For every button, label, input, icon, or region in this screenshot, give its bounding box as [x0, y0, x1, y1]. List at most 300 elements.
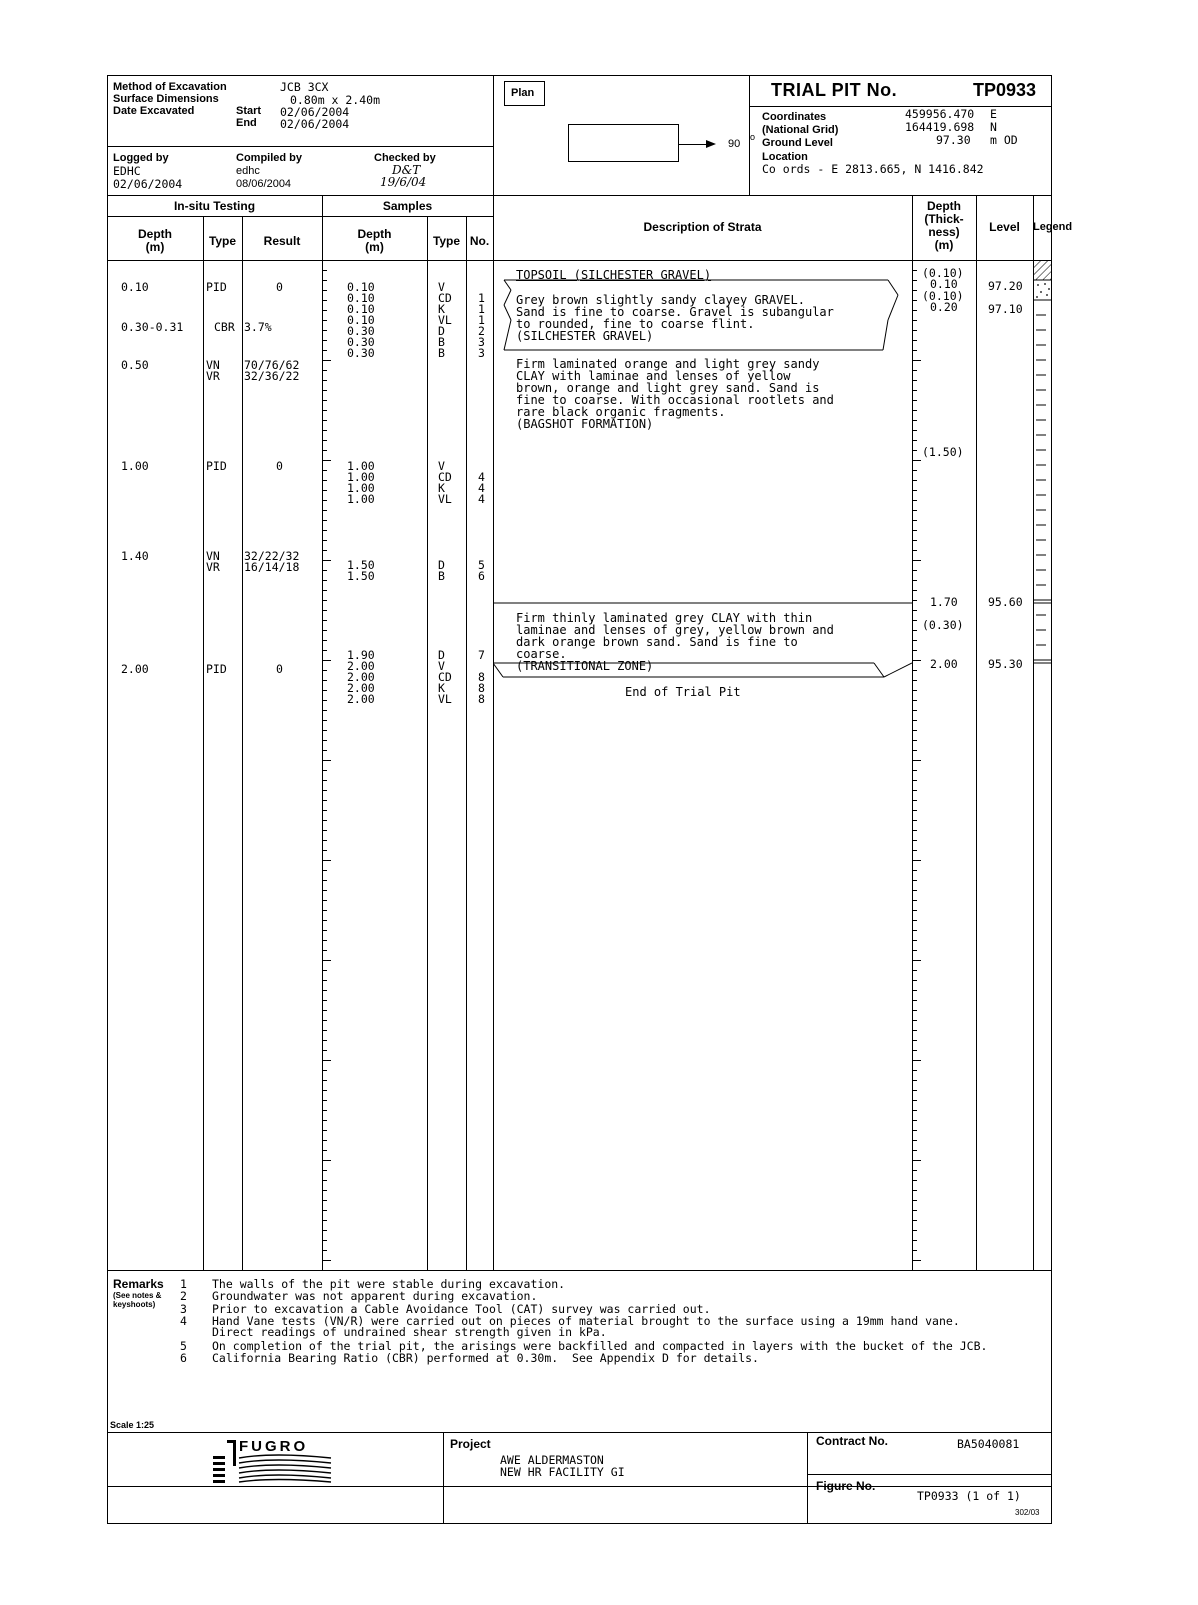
scale-tick	[912, 910, 917, 911]
scale-tick	[322, 1010, 327, 1011]
scale-tick	[322, 1230, 327, 1231]
remark-number: 3	[180, 1301, 187, 1316]
scale-tick	[912, 340, 917, 341]
scale-tick	[322, 660, 331, 661]
pit-number: TP0933	[973, 80, 1037, 100]
col-samples-no: No.	[469, 234, 490, 248]
level-value: 95.60	[988, 595, 1023, 609]
scale-tick	[322, 1070, 327, 1071]
scale-tick	[912, 880, 917, 881]
sample-types: D V CD K VL	[438, 648, 452, 706]
scale-tick	[912, 540, 917, 541]
figure-no: TP0933 (1 of 1)	[917, 1489, 1021, 1503]
scale-tick	[912, 270, 917, 271]
scale-tick	[322, 920, 327, 921]
scale-tick	[912, 1070, 917, 1071]
scale-tick	[322, 950, 327, 951]
sample-depths: 0.10 0.10 0.10 0.10 0.30 0.30 0.30	[347, 280, 375, 360]
scale-tick	[322, 560, 331, 561]
scale-tick	[912, 1010, 917, 1011]
scale-tick	[322, 390, 327, 391]
insitu-type: VN VR	[206, 358, 220, 383]
scale-tick	[322, 930, 327, 931]
scale-tick	[322, 720, 327, 721]
north-arrow-line	[679, 144, 709, 145]
logged-date: 02/06/2004	[113, 177, 183, 191]
logged-name: EDHC	[113, 164, 141, 178]
plan-degree: o	[750, 132, 756, 142]
form-code: 302/03	[1015, 1508, 1040, 1517]
sample-depths: 1.00 1.00 1.00 1.00	[347, 459, 375, 506]
compiled-date: 08/06/2004	[236, 178, 292, 190]
scale-tick	[322, 700, 327, 701]
end-of-pit: End of Trial Pit	[625, 685, 741, 699]
scale-tick	[322, 1200, 327, 1201]
scale-tick	[322, 410, 327, 411]
scale-tick	[912, 1060, 921, 1061]
scale-tick	[322, 1260, 331, 1261]
scale-tick	[912, 390, 917, 391]
scale-tick	[912, 810, 917, 811]
scale-tick	[322, 530, 327, 531]
scale-tick	[912, 410, 917, 411]
scale-tick	[322, 590, 327, 591]
scale-tick	[912, 650, 917, 651]
col-insitu-depth-unit: (m)	[145, 240, 165, 254]
scale-tick	[912, 1230, 917, 1231]
plan-label: Plan	[511, 87, 535, 99]
remark-number: 2	[180, 1289, 187, 1304]
insitu-type: VN VR	[206, 549, 220, 574]
sample-types: V CD K VL	[438, 459, 452, 506]
scale-tick	[912, 1180, 917, 1181]
scale-tick	[912, 520, 917, 521]
depth-value: 0.20	[930, 300, 958, 314]
scale-tick	[912, 1100, 917, 1101]
scale-tick	[322, 710, 327, 711]
scale-tick	[912, 710, 917, 711]
sheet-title: TRIAL PIT No.	[771, 80, 898, 100]
scale-tick	[322, 600, 327, 601]
scale-tick	[322, 800, 327, 801]
plan-angle: 90	[728, 138, 741, 150]
remark-number: 4	[180, 1314, 187, 1329]
scale-tick	[912, 320, 917, 321]
insitu-result: 3.7%	[244, 320, 272, 334]
scale-tick	[912, 350, 917, 351]
scale-tick	[912, 1120, 917, 1121]
scale-tick	[912, 700, 917, 701]
insitu-depth: 0.50	[121, 358, 149, 372]
scale-tick	[912, 670, 917, 671]
scale-tick	[912, 1250, 917, 1251]
insitu-type: PID	[206, 280, 227, 294]
scale-tick	[322, 1090, 327, 1091]
scale-tick	[322, 750, 327, 751]
scale-tick	[322, 1060, 331, 1061]
scale-tick	[912, 630, 917, 631]
remark-number: 5	[180, 1339, 187, 1353]
scale-tick	[322, 1000, 327, 1001]
scale-tick	[322, 1180, 327, 1181]
plan-pit-outline	[568, 124, 679, 162]
scale-tick	[912, 440, 917, 441]
scale-tick	[322, 270, 327, 271]
scale-tick	[322, 440, 327, 441]
scale-tick	[322, 900, 327, 901]
scale-tick	[322, 910, 327, 911]
sample-types: V CD K VL D B B	[438, 280, 452, 360]
scale-tick	[912, 330, 917, 331]
project-line-2: NEW HR FACILITY GI	[500, 1465, 625, 1479]
col-samples-depth-label: Depth	[357, 227, 392, 241]
scale-tick	[322, 890, 327, 891]
col-samples-type: Type	[432, 234, 461, 248]
col-samples: Samples	[382, 199, 433, 213]
scale-tick	[912, 610, 917, 611]
scale-tick	[322, 490, 327, 491]
figure-label: Figure No.	[816, 1479, 876, 1493]
scale-tick	[322, 520, 327, 521]
scale-tick	[912, 800, 917, 801]
scale-tick	[322, 350, 327, 351]
insitu-type: PID	[206, 662, 227, 676]
north-arrow-icon	[706, 140, 716, 148]
fugro-logo-text: FUGRO	[239, 1438, 309, 1455]
scale-tick	[912, 850, 917, 851]
remark-number: 1	[180, 1277, 187, 1291]
depth-value: 1.70	[930, 595, 958, 609]
scale-tick	[322, 320, 327, 321]
scale-tick	[322, 790, 327, 791]
scale-tick	[912, 590, 917, 591]
northing-unit: N	[990, 120, 997, 134]
scale-tick	[912, 560, 921, 561]
scale-tick	[912, 1210, 917, 1211]
scale-tick	[912, 450, 917, 451]
plan-label-box	[504, 81, 545, 106]
scale-tick	[322, 1140, 327, 1141]
scale-tick	[912, 260, 921, 261]
project-label: Project	[450, 1437, 491, 1451]
insitu-result: 0	[276, 280, 283, 294]
scale-tick	[322, 630, 327, 631]
scale-tick	[322, 450, 327, 451]
scale-tick	[912, 550, 917, 551]
scale-tick	[912, 720, 917, 721]
remark-text: Prior to excavation a Cable Avoidance Tool (CAT) survey was carried out.	[212, 1301, 711, 1316]
scale-tick	[322, 670, 327, 671]
scale-tick	[912, 740, 917, 741]
location-label: Location	[762, 151, 808, 163]
scale-tick	[322, 330, 327, 331]
project-line-1: AWE ALDERMASTON	[500, 1453, 604, 1467]
scale-tick	[912, 950, 917, 951]
surface-value: 0.80m x 2.40m	[290, 93, 381, 107]
scale-tick	[912, 730, 917, 731]
scale-tick	[912, 470, 917, 471]
scale-tick	[322, 510, 327, 511]
level-value: 95.30	[988, 657, 1023, 671]
scale-tick	[912, 600, 917, 601]
insitu-depth: 0.10	[121, 280, 149, 294]
scale-tick	[322, 870, 327, 871]
insitu-type: PID	[206, 459, 227, 473]
insitu-result: 70/76/62 32/36/22	[244, 358, 300, 383]
scale-tick	[322, 300, 327, 301]
sample-types: D B	[438, 558, 445, 583]
scale-tick	[322, 680, 327, 681]
stratum-description: TOPSOIL (SILCHESTER GRAVEL)	[516, 268, 712, 282]
scale-tick	[912, 660, 921, 661]
remark-text: Hand Vane tests (VN/R) were carried out on pieces of material brought to the surface using a 19mm hand vane. Direct readings of undrained shear strength given in kPa.	[212, 1314, 960, 1340]
scale-tick	[912, 750, 917, 751]
sample-nos: 1 1 1 2 3 3	[478, 291, 485, 360]
method-label: Method of Excavation	[113, 81, 227, 93]
scale-tick	[322, 860, 331, 861]
scale-tick	[322, 1190, 327, 1191]
scale-tick	[322, 650, 327, 651]
scale-tick	[322, 1100, 327, 1101]
scale-tick	[322, 1160, 331, 1161]
ground-level-label: Ground Level	[762, 137, 833, 149]
surface-label: Surface Dimensions	[113, 93, 219, 105]
level-value: 97.10	[988, 302, 1023, 316]
scale-tick	[322, 580, 327, 581]
scale-label: Scale 1:25	[110, 1420, 155, 1430]
scale-tick	[912, 1260, 921, 1261]
scale-tick	[322, 840, 327, 841]
scale-tick	[322, 280, 327, 281]
scale-tick	[322, 1220, 327, 1221]
scale-tick	[322, 1110, 327, 1111]
checked-date: 19/6/04	[380, 175, 427, 189]
scale-tick	[912, 840, 917, 841]
scale-tick	[912, 1190, 917, 1191]
scale-tick	[322, 290, 327, 291]
scale-tick	[322, 420, 327, 421]
scale-tick	[322, 1150, 327, 1151]
scale-tick	[912, 890, 917, 891]
checked-label: Checked by	[374, 152, 436, 164]
scale-tick	[322, 550, 327, 551]
insitu-depth: 1.00	[121, 459, 149, 473]
scale-tick	[322, 760, 331, 761]
scale-tick	[322, 400, 327, 401]
checked-initials: D&T	[392, 163, 421, 177]
scale-tick	[322, 640, 327, 641]
scale-tick	[322, 610, 327, 611]
insitu-type: CBR	[214, 320, 235, 334]
col-thickness: Depth (Thick- ness) (m)	[924, 199, 964, 252]
scale-tick	[912, 1220, 917, 1221]
scale-tick	[322, 960, 331, 961]
scale-tick	[322, 1020, 327, 1021]
scale-tick	[322, 1130, 327, 1131]
scale-tick	[322, 1250, 327, 1251]
scale-tick	[912, 1040, 917, 1041]
national-grid-label: (National Grid)	[762, 124, 839, 136]
col-insitu-result: Result	[263, 234, 301, 248]
scale-tick	[912, 1130, 917, 1131]
insitu-depth: 1.40	[121, 549, 149, 563]
end-value: 02/06/2004	[280, 117, 350, 131]
scale-tick	[912, 680, 917, 681]
remarks-sub: (See notes & keyshoots)	[113, 1291, 162, 1309]
scale-tick	[912, 400, 917, 401]
thickness-value: (1.50)	[922, 445, 964, 459]
contract-label: Contract No.	[816, 1434, 888, 1448]
col-samples-depth-unit: (m)	[365, 240, 384, 254]
scale-tick	[912, 310, 917, 311]
scale-tick	[322, 820, 327, 821]
scale-tick	[912, 1090, 917, 1091]
remark-text: Groundwater was not apparent during excavation.	[212, 1289, 538, 1304]
scale-tick	[912, 1110, 917, 1111]
scale-tick	[912, 1030, 917, 1031]
scale-tick	[912, 1000, 917, 1001]
remark-text: California Bearing Ratio (CBR) performed at 0.30m. See Appendix D for details.	[212, 1351, 759, 1366]
scale-tick	[912, 620, 917, 621]
easting-unit: E	[990, 107, 997, 121]
scale-tick	[912, 790, 917, 791]
scale-tick	[912, 860, 921, 861]
sample-nos: 7 8 8 8	[478, 648, 485, 706]
scale-tick	[912, 960, 921, 961]
scale-tick	[322, 540, 327, 541]
northing: 164419.698	[905, 120, 975, 134]
scale-tick	[912, 500, 917, 501]
scale-tick	[322, 570, 327, 571]
scale-tick	[322, 260, 331, 261]
insitu-result: 0	[276, 459, 283, 473]
scale-tick	[912, 580, 917, 581]
scale-tick	[912, 940, 917, 941]
insitu-depth: 2.00	[121, 662, 149, 676]
end-label: End	[236, 117, 257, 129]
insitu-depth: 0.30-0.31	[121, 320, 184, 334]
scale-tick	[912, 490, 917, 491]
scale-tick	[912, 430, 917, 431]
scale-tick	[912, 780, 917, 781]
scale-tick	[912, 1020, 917, 1021]
remark-number: 6	[180, 1351, 187, 1366]
scale-tick	[322, 460, 331, 461]
col-samples-depth	[322, 228, 427, 254]
scale-tick	[322, 940, 327, 941]
location-value: Co ords - E 2813.665, N 1416.842	[762, 162, 984, 176]
sample-nos: 4 4 4	[478, 470, 485, 506]
scale-tick	[912, 510, 917, 511]
compiled-name: edhc	[236, 165, 260, 177]
start-label: Start	[236, 105, 262, 117]
col-description: Description of Strata	[643, 220, 762, 234]
scale-tick	[322, 470, 327, 471]
scale-tick	[912, 1200, 917, 1201]
checked-signature	[380, 164, 426, 188]
scale-tick	[912, 770, 917, 771]
contract-no: BA5040081	[957, 1437, 1020, 1451]
scale-tick	[912, 920, 917, 921]
scale-tick	[322, 620, 327, 621]
method-value: JCB 3CX	[280, 80, 329, 94]
scale-tick	[912, 930, 917, 931]
scale-tick	[912, 290, 917, 291]
scale-tick	[912, 370, 917, 371]
scale-tick	[322, 1050, 327, 1051]
scale-tick	[322, 970, 327, 971]
scale-tick	[912, 1140, 917, 1141]
scale-tick	[322, 310, 327, 311]
scale-tick	[322, 1170, 327, 1171]
scale-tick	[322, 810, 327, 811]
scale-tick	[322, 780, 327, 781]
easting: 459956.470	[905, 107, 975, 121]
scale-tick	[912, 480, 917, 481]
scale-tick	[912, 360, 921, 361]
scale-tick	[322, 1120, 327, 1121]
scale-tick	[322, 880, 327, 881]
scale-tick	[322, 850, 327, 851]
remark-text: The walls of the pit were stable during excavation.	[212, 1277, 566, 1291]
col-insitu-depth	[107, 228, 203, 254]
scale-tick	[912, 900, 917, 901]
scale-tick	[912, 570, 917, 571]
remarks-label: Remarks	[113, 1277, 164, 1291]
col-level: Level	[989, 220, 1020, 234]
thickness-value: (0.10)	[922, 266, 964, 280]
scale-tick	[912, 760, 921, 761]
scale-tick	[912, 420, 917, 421]
scale-tick	[912, 380, 917, 381]
scale-tick	[322, 430, 327, 431]
scale-tick	[912, 820, 917, 821]
insitu-result: 32/22/32 16/14/18	[244, 549, 300, 574]
strata-legend	[1034, 260, 1052, 670]
scale-tick	[912, 970, 917, 971]
scale-tick	[322, 980, 327, 981]
scale-tick	[322, 500, 327, 501]
remark-text: On completion of the trial pit, the arisings were backfilled and compacted in layers with the bucket of the JCB.	[212, 1339, 988, 1353]
ground-level: 97.30	[936, 133, 971, 147]
scale-tick	[322, 1240, 327, 1241]
insitu-result: 0	[276, 662, 283, 676]
scale-tick	[912, 1170, 917, 1171]
scale-tick	[322, 1040, 327, 1041]
scale-tick	[912, 990, 917, 991]
scale-tick	[912, 460, 921, 461]
scale-tick	[912, 640, 917, 641]
coord-label: Coordinates	[762, 111, 827, 123]
col-legend: Legend	[1033, 221, 1073, 233]
scale-tick	[322, 370, 327, 371]
sample-depths: 1.50 1.50	[347, 558, 375, 583]
scale-tick	[912, 690, 917, 691]
scale-tick	[912, 530, 917, 531]
date-label: Date Excavated	[113, 105, 195, 117]
scale-tick	[322, 770, 327, 771]
scale-tick	[912, 870, 917, 871]
col-insitu-depth-label: Depth	[138, 227, 172, 241]
start-value: 02/06/2004	[280, 105, 350, 119]
scale-tick	[322, 730, 327, 731]
scale-tick	[912, 1160, 921, 1161]
sample-nos: 5 6	[478, 558, 485, 583]
col-insitu: In-situ Testing	[173, 199, 256, 213]
depth-value: 0.10	[930, 277, 958, 291]
scale-tick	[912, 830, 917, 831]
scale-tick	[912, 300, 917, 301]
